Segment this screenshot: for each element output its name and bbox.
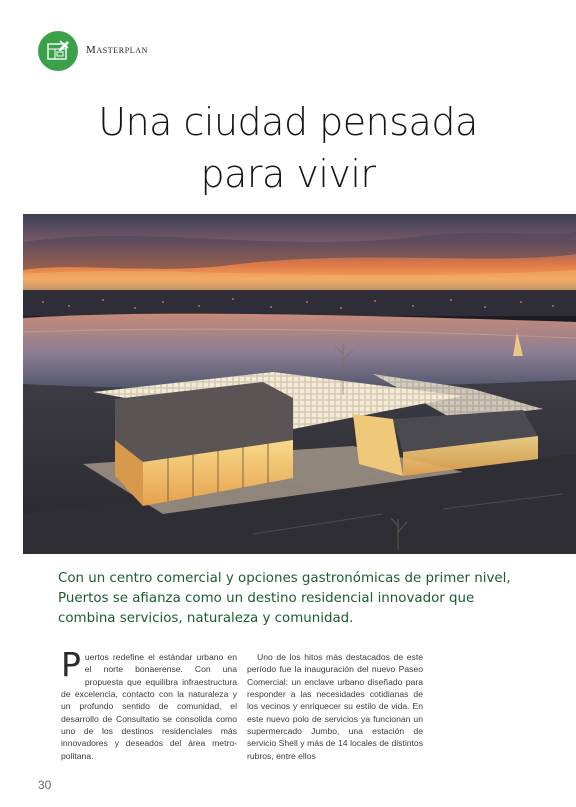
drop-cap: P — [61, 645, 81, 684]
page-number: 30 — [38, 778, 52, 792]
body-column-2-text: Uno de los hitos más destacados de este período fue la inauguración del nuevo Paseo Comercial: un enclave urbano diseñado para responder a las necesidades cotidianas de los vecinos y enriquecer su estilo de vida. En este nuevo polo de servicios ya funcionan un supermercado Jumbo, una estación de servicio Shell y más de 14 locales de distintos rubros, entre ellos — [247, 652, 423, 761]
body-column-1-text: uertos redefine el estándar urbano en el norte bonaerense. Con una propuesta que equilibra infraestructura de excelencia, contacto con la naturaleza y un profundo sentido de comunidad, el desarrollo de Consultatio se consolida como uno de los destinos residenciales más innovadores y deseados del área metropolitana. — [61, 652, 237, 761]
page-title-line-1: Una ciudad pensada — [98, 100, 478, 144]
lede-paragraph: Con un centro comercial y opciones gastronómicas de primer nivel, Puertos se afianza como un destino residencial innovador que combina servicios, naturaleza y comunidad. — [58, 571, 511, 626]
body-column-1 — [61, 645, 237, 762]
page-title-line-2: para vivir — [200, 152, 376, 196]
hero-photo — [23, 214, 576, 554]
page-title — [0, 96, 576, 200]
section-label: Masterplan — [86, 44, 149, 56]
section-badge — [38, 31, 78, 71]
masterplan-blueprint-icon — [46, 39, 70, 63]
body-column-2 — [247, 651, 423, 762]
